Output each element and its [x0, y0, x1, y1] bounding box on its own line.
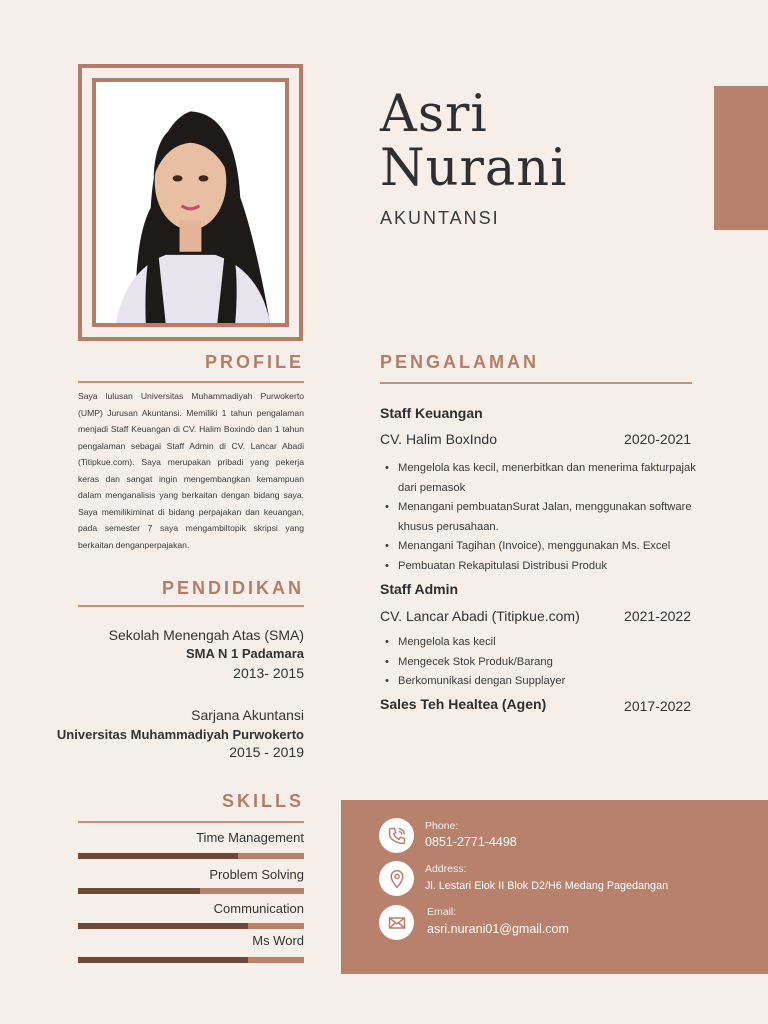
- education-school: Universitas Muhammadiyah Purwokerto: [56, 727, 304, 742]
- profile-heading: PROFILE: [204, 352, 304, 372]
- candidate-name: [380, 85, 568, 198]
- job-company: CV. Lancar Abadi (Titipkue.com): [380, 608, 580, 624]
- experience-divider: [380, 382, 692, 384]
- job-title: Sales Teh Healtea (Agen): [380, 696, 547, 712]
- address-label: Address:: [425, 863, 467, 875]
- skills-heading: SKILLS: [221, 791, 304, 811]
- list-item: • Menangani Tagihan (Invoice), menggunakan Ms. Excel: [380, 537, 700, 557]
- candidate-role: AKUNTANSI: [380, 208, 500, 228]
- job-years: 2021-2022: [624, 608, 691, 624]
- job-bullet-list: [380, 633, 700, 692]
- last-name: Nurani: [380, 139, 568, 198]
- list-item: • Menangani pembuatanSurat Jalan, menggunakan software khusus perusahaan.: [380, 498, 700, 537]
- job-title: Staff Keuangan: [380, 405, 483, 421]
- education-school: SMA N 1 Padamara: [185, 646, 304, 661]
- skill-bar-fill: [78, 957, 248, 963]
- list-item: • Berkomunikasi dengan Supplayer: [380, 672, 700, 692]
- list-item: • Mengelola kas kecil, menerbitkan dan menerima fakturpajak dari pemasok: [380, 459, 700, 498]
- contact-box: [341, 800, 768, 974]
- profile-text: Saya lulusan Universitas Muhammadiyah Purwokerto (UMP) Jurusan Akuntansi. Memiliki 1 tahun pengalaman menjadi Staff Keuangan di CV. Halim Boxindo dan 1 tahun pengalaman sebagai Staff Admin di CV. Lancar Abadi (Titipkue.com). Saya merupakan pribadi yang pekerja keras dan sangat ingin mengembangkan kemampuan dalam menganalisis yang berkaitan dengan bidang saya. Saya memilikiminat di bidang perpajakan dan keuangan, pada semester 7 saya mengambiltopik skripsi yang berkaitan denganperpajakan.: [78, 391, 304, 550]
- education-years: 2015 - 2019: [229, 744, 304, 760]
- education-item: [109, 627, 304, 681]
- list-item: • Mengecek Stok Produk/Barang: [380, 653, 700, 673]
- job-title: Staff Admin: [380, 581, 459, 597]
- education-heading: PENDIDIKAN: [161, 578, 304, 598]
- skill-label: Ms Word: [252, 933, 304, 948]
- address-value: Jl. Lestari Elok II Blok D2/H6 Medang Pagedangan: [425, 880, 669, 892]
- skill-bar: [78, 853, 304, 859]
- profile-divider: [78, 381, 304, 383]
- education-item: [57, 707, 304, 760]
- skill-bar-fill: [78, 923, 248, 929]
- location-pin-icon: [379, 861, 414, 896]
- profile-photo: [92, 78, 289, 327]
- job-company: CV. Halim BoxIndo: [380, 431, 497, 447]
- skill-label: Communication: [213, 901, 304, 916]
- skill-label: Problem Solving: [209, 867, 304, 882]
- list-item: • Mengelola kas kecil: [380, 633, 700, 653]
- education-divider: [78, 605, 304, 607]
- education-degree: Sekolah Menengah Atas (SMA): [108, 627, 304, 643]
- skills-divider: [78, 821, 304, 823]
- skill-bar: [78, 957, 304, 963]
- experience-heading: PENGALAMAN: [380, 352, 539, 372]
- envelope-icon: [379, 905, 414, 940]
- phone-value[interactable]: 0851-2771-4498: [425, 835, 517, 849]
- phone-icon: [379, 818, 414, 853]
- skill-bar: [78, 888, 304, 894]
- email-label: Email:: [427, 906, 457, 918]
- skill-label: Time Management: [196, 830, 304, 845]
- accent-block: [714, 86, 768, 230]
- email-value[interactable]: asri.nurani01@gmail.com: [427, 922, 569, 936]
- education-degree: Sarjana Akuntansi: [191, 707, 304, 723]
- photo-frame: [78, 64, 303, 341]
- list-item: • Pembuatan Rekapitulasi Distribusi Produk: [380, 557, 700, 577]
- job-years: 2020-2021: [624, 431, 691, 447]
- phone-label: Phone:: [425, 820, 459, 832]
- skill-bar-fill: [78, 888, 200, 894]
- education-years: 2013- 2015: [233, 665, 304, 681]
- job-years: 2017-2022: [624, 698, 691, 714]
- skill-bar: [78, 923, 304, 929]
- job-bullet-list: [380, 459, 700, 576]
- skill-bar-fill: [78, 853, 238, 859]
- first-name: Asri: [380, 85, 488, 144]
